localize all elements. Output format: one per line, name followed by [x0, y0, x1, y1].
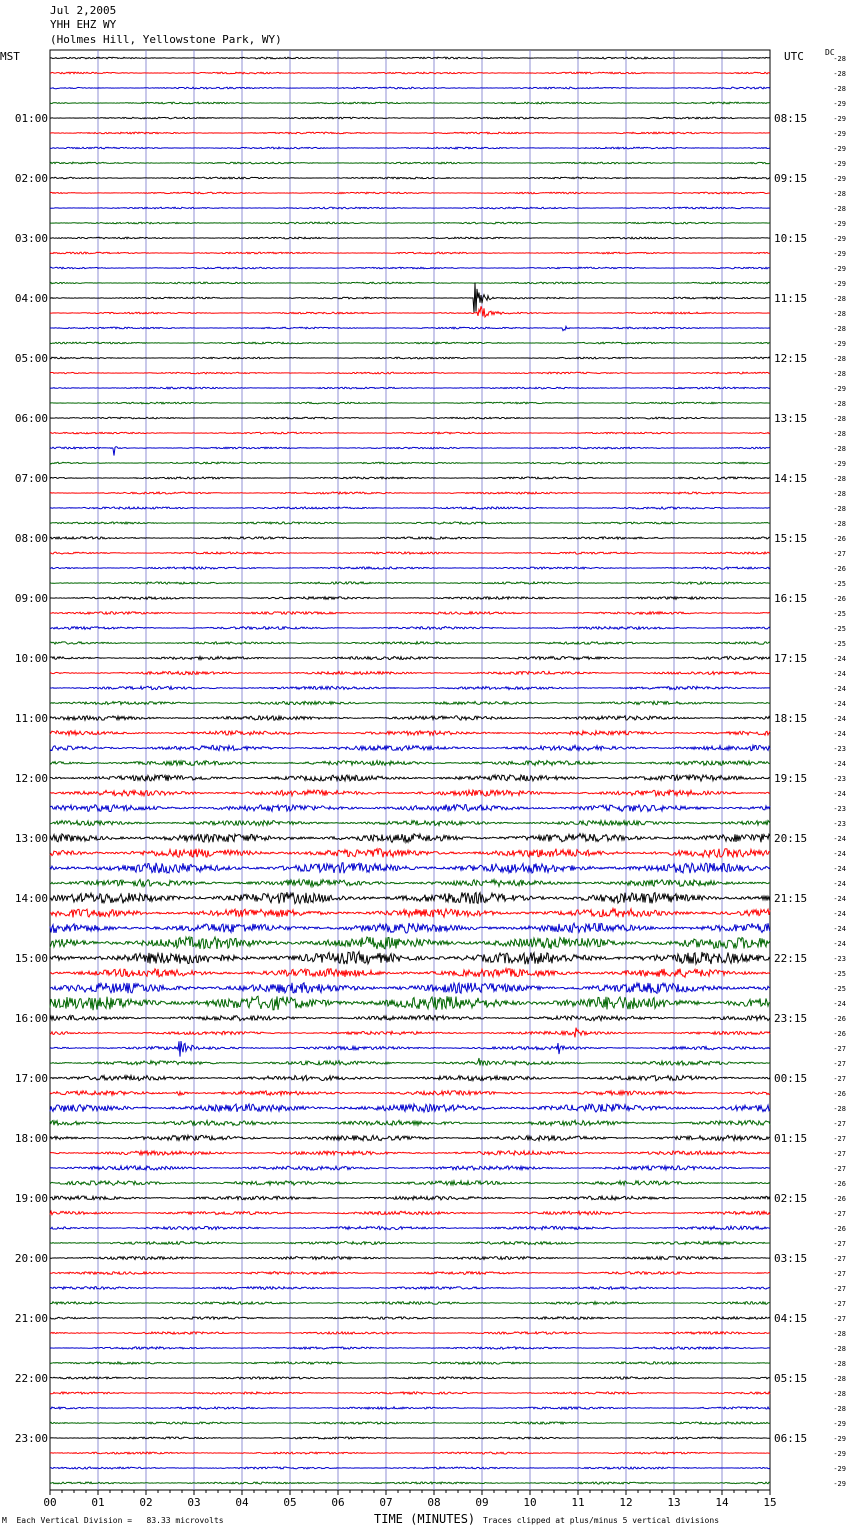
seismic-trace: [50, 642, 770, 645]
x-tick-label: 15: [763, 1496, 777, 1509]
dc-offset-label: -26: [833, 565, 846, 573]
seismic-trace: [50, 1120, 770, 1125]
seismic-trace: [50, 892, 770, 903]
seismic-trace: [50, 522, 770, 524]
dc-offset-label: -24: [833, 700, 846, 708]
x-tick-label: 08: [427, 1496, 441, 1509]
dc-offset-label: -28: [833, 505, 846, 513]
seismic-trace: [50, 306, 770, 317]
dc-offset-label: -29: [833, 100, 846, 108]
seismic-trace: [50, 1151, 770, 1155]
seismic-trace: [50, 132, 770, 134]
dc-offset-label: -24: [833, 670, 846, 678]
seismic-trace: [50, 1272, 770, 1275]
dc-offset-label: -28: [833, 430, 846, 438]
seismic-trace: [50, 849, 770, 858]
seismic-trace: [50, 372, 770, 374]
seismic-trace: [50, 937, 770, 949]
dc-offset-label: -25: [833, 970, 846, 978]
dc-offset-label: -27: [833, 1150, 846, 1158]
dc-offset-label: -23: [833, 775, 846, 783]
right-hour-label: 03:15: [774, 1252, 808, 1265]
x-tick-label: 05: [283, 1496, 297, 1509]
dc-offset-label: -28: [833, 445, 846, 453]
dc-offset-label: -27: [833, 1135, 846, 1143]
left-timezone-label: MST: [0, 50, 20, 63]
dc-offset-label: -28: [833, 1375, 846, 1383]
right-hour-label: 16:15: [774, 592, 808, 605]
right-hour-label: 05:15: [774, 1372, 808, 1385]
dc-offset-label: -24: [833, 835, 846, 843]
seismic-trace: [50, 1392, 770, 1394]
dc-offset-label: -29: [833, 265, 846, 273]
dc-offset-label: -28: [833, 1360, 846, 1368]
x-tick-label: 04: [235, 1496, 249, 1509]
seismic-trace: [50, 805, 770, 812]
dc-offset-label: -24: [833, 850, 846, 858]
seismic-trace: [50, 1437, 770, 1439]
seismic-trace: [50, 117, 770, 119]
x-tick-label: 00: [43, 1496, 57, 1509]
dc-offset-label: -28: [833, 70, 846, 78]
dc-offset-label: -24: [833, 910, 846, 918]
left-hour-label: 08:00: [14, 532, 48, 545]
dc-offset-label: -28: [833, 355, 846, 363]
seismic-trace: [50, 417, 770, 419]
seismic-trace: [50, 462, 770, 464]
right-hour-label: 19:15: [774, 772, 808, 785]
x-tick-label: 07: [379, 1496, 393, 1509]
seismic-trace: [50, 432, 770, 434]
dc-offset-label: -26: [833, 1195, 846, 1203]
seismic-trace: [50, 996, 770, 1010]
seismic-trace: [50, 492, 770, 494]
x-tick-label: 06: [331, 1496, 345, 1509]
left-hour-label: 17:00: [14, 1072, 48, 1085]
right-hour-label: 18:15: [774, 712, 808, 725]
seismic-trace: [50, 1422, 770, 1424]
seismic-trace: [50, 582, 770, 584]
dc-offset-label: -28: [833, 190, 846, 198]
seismic-trace: [50, 192, 770, 194]
dc-offset-label: -29: [833, 130, 846, 138]
seismic-trace: [50, 1135, 770, 1140]
seismic-trace: [50, 761, 770, 766]
right-hour-label: 09:15: [774, 172, 808, 185]
dc-offset-label: -27: [833, 1270, 846, 1278]
dc-offset-label: -26: [833, 1225, 846, 1233]
dc-offset-label: -25: [833, 580, 846, 588]
dc-offset-label: -28: [833, 490, 846, 498]
dc-offset-label: -26: [833, 535, 846, 543]
seismic-trace: [50, 716, 770, 720]
seismic-trace: [50, 1302, 770, 1305]
dc-offset-header: DC: [825, 48, 835, 57]
dc-offset-label: -27: [833, 1210, 846, 1218]
dc-offset-label: -27: [833, 1315, 846, 1323]
dc-offset-label: -25: [833, 610, 846, 618]
dc-offset-label: -25: [833, 640, 846, 648]
right-hour-label: 15:15: [774, 532, 808, 545]
seismic-trace: [50, 147, 770, 149]
seismic-trace: [50, 447, 770, 456]
seismic-trace: [50, 552, 770, 554]
dc-offset-label: -28: [833, 520, 846, 528]
seismic-trace: [50, 237, 770, 239]
dc-offset-label: -29: [833, 1435, 846, 1443]
left-hour-label: 18:00: [14, 1132, 48, 1145]
seismic-trace: [50, 1181, 770, 1185]
dc-offset-label: -27: [833, 1120, 846, 1128]
left-hour-label: 19:00: [14, 1192, 48, 1205]
right-hour-label: 14:15: [774, 472, 808, 485]
station-code: YHH EHZ WY: [50, 18, 117, 31]
seismic-trace: [50, 1196, 770, 1200]
left-hour-label: 11:00: [14, 712, 48, 725]
seismic-traces: [50, 57, 770, 1484]
seismic-trace: [50, 1362, 770, 1364]
seismic-trace: [50, 1287, 770, 1290]
seismic-trace: [50, 597, 770, 600]
seismic-trace: [50, 477, 770, 479]
right-hour-label: 20:15: [774, 832, 808, 845]
seismic-trace: [50, 57, 770, 59]
seismic-trace: [50, 612, 770, 615]
right-hour-label: 12:15: [774, 352, 808, 365]
left-hour-label: 07:00: [14, 472, 48, 485]
seismic-trace: [50, 342, 770, 344]
dc-offset-label: -24: [833, 895, 846, 903]
left-hour-label: 22:00: [14, 1372, 48, 1385]
dc-offset-label: -29: [833, 115, 846, 123]
dc-offset-label: -28: [833, 1345, 846, 1353]
seismic-trace: [50, 1226, 770, 1230]
x-tick-label: 09: [475, 1496, 489, 1509]
seismic-trace: [50, 326, 770, 330]
dc-offset-label: -24: [833, 925, 846, 933]
left-hour-label: 05:00: [14, 352, 48, 365]
dc-offset-label: -27: [833, 1165, 846, 1173]
dc-offset-label: -29: [833, 1450, 846, 1458]
dc-offset-label: -24: [833, 940, 846, 948]
dc-offset-label: -28: [833, 295, 846, 303]
seismic-trace: [50, 671, 770, 674]
x-tick-label: 02: [139, 1496, 153, 1509]
seismic-trace: [50, 656, 770, 659]
seismic-trace: [50, 1211, 770, 1215]
x-tick-label: 10: [523, 1496, 537, 1509]
dc-offset-label: -24: [833, 865, 846, 873]
x-tick-label: 01: [91, 1496, 105, 1509]
dc-offset-label: -29: [833, 385, 846, 393]
dc-offset-label: -24: [833, 730, 846, 738]
dc-offset-label: -29: [833, 280, 846, 288]
seismic-trace: [50, 207, 770, 209]
seismic-trace: [50, 1015, 770, 1020]
dc-offset-label: -24: [833, 1000, 846, 1008]
dc-offset-label: -29: [833, 220, 846, 228]
dc-offset-label: -27: [833, 1075, 846, 1083]
dc-offset-label: -27: [833, 1060, 846, 1068]
scale-text: Each Vertical Division = 83.33 microvolts: [16, 1516, 224, 1525]
seismic-trace: [50, 357, 770, 359]
left-hour-label: 13:00: [14, 832, 48, 845]
seismic-trace: [50, 1256, 770, 1259]
dc-offset-label: -29: [833, 145, 846, 153]
seismic-trace: [50, 1407, 770, 1409]
right-hour-label: 06:15: [774, 1432, 808, 1445]
x-tick-label: 03: [187, 1496, 201, 1509]
dc-offset-label: -24: [833, 685, 846, 693]
dc-offset-label: -23: [833, 805, 846, 813]
seismic-trace: [50, 537, 770, 539]
right-hour-label: 13:15: [774, 412, 808, 425]
dc-offset-label: -29: [833, 340, 846, 348]
left-hour-label: 02:00: [14, 172, 48, 185]
axis-labels: [15, 55, 846, 1509]
left-hour-label: 01:00: [14, 112, 48, 125]
seismic-trace: [50, 627, 770, 630]
x-tick-label: 11: [571, 1496, 585, 1509]
seismic-trace: [50, 775, 770, 781]
dc-offset-label: -28: [833, 85, 846, 93]
clip-note: Traces clipped at plus/minus 5 vertical divisions: [483, 1516, 720, 1525]
dc-offset-label: -28: [833, 475, 846, 483]
left-hour-label: 14:00: [14, 892, 48, 905]
right-hour-label: 00:15: [774, 1072, 808, 1085]
dc-offset-label: -29: [833, 250, 846, 258]
dc-offset-label: -27: [833, 1240, 846, 1248]
left-hour-label: 21:00: [14, 1312, 48, 1325]
dc-offset-label: -29: [833, 1465, 846, 1473]
dc-offset-label: -29: [833, 1480, 846, 1488]
dc-offset-label: -28: [833, 325, 846, 333]
seismic-trace: [50, 282, 770, 284]
x-tick-label: 14: [715, 1496, 729, 1509]
dc-offset-label: -24: [833, 655, 846, 663]
seismic-trace: [50, 1041, 770, 1057]
dc-offset-label: -26: [833, 1015, 846, 1023]
seismic-trace: [50, 177, 770, 179]
seismic-trace: [50, 879, 770, 886]
dc-offset-label: -29: [833, 460, 846, 468]
seismic-trace: [50, 402, 770, 404]
dc-offset-label: -26: [833, 595, 846, 603]
dc-offset-label: -23: [833, 820, 846, 828]
right-hour-label: 17:15: [774, 652, 808, 665]
dc-offset-label: -25: [833, 625, 846, 633]
seismic-trace: [50, 507, 770, 509]
dc-offset-label: -28: [833, 205, 846, 213]
seismic-trace: [50, 1377, 770, 1379]
seismic-trace: [50, 969, 770, 978]
seismic-trace: [50, 701, 770, 704]
seismic-trace: [50, 745, 770, 750]
seismic-trace: [50, 1028, 770, 1038]
right-hour-label: 01:15: [774, 1132, 808, 1145]
seismic-trace: [50, 1058, 770, 1065]
left-hour-label: 09:00: [14, 592, 48, 605]
left-hour-label: 06:00: [14, 412, 48, 425]
seismic-trace: [50, 267, 770, 269]
station-location: (Holmes Hill, Yellowstone Park, WY): [50, 33, 282, 46]
dc-offset-label: -28: [833, 400, 846, 408]
dc-offset-label: -26: [833, 1180, 846, 1188]
dc-offset-label: -24: [833, 880, 846, 888]
seismic-trace: [50, 87, 770, 89]
dc-offset-label: -29: [833, 235, 846, 243]
dc-offset-label: -29: [833, 160, 846, 168]
dc-offset-label: -24: [833, 715, 846, 723]
seismic-trace: [50, 731, 770, 735]
left-hour-label: 12:00: [14, 772, 48, 785]
seismic-trace: [50, 1091, 770, 1096]
seismic-trace: [50, 686, 770, 689]
seismic-trace: [50, 820, 770, 825]
seismic-trace: [50, 1104, 770, 1112]
dc-offset-label: -28: [833, 1390, 846, 1398]
right-hour-label: 08:15: [774, 112, 808, 125]
right-hour-label: 04:15: [774, 1312, 808, 1325]
seismic-trace: [50, 834, 770, 843]
seismic-trace: [50, 983, 770, 994]
dc-offset-label: -27: [833, 1045, 846, 1053]
left-hour-label: 16:00: [14, 1012, 48, 1025]
x-tick-label: 13: [667, 1496, 681, 1509]
seismic-trace: [50, 1332, 770, 1334]
seismic-trace: [50, 1075, 770, 1080]
seismic-trace: [50, 1166, 770, 1170]
seismic-trace: [50, 863, 770, 874]
seismic-trace: [50, 387, 770, 389]
x-axis-title: TIME (MINUTES): [374, 1512, 476, 1526]
left-hour-label: 03:00: [14, 232, 48, 245]
dc-offset-label: -24: [833, 790, 846, 798]
right-timezone-label: UTC: [784, 50, 804, 63]
seismic-trace: [50, 567, 770, 569]
dc-offset-label: -28: [833, 1330, 846, 1338]
dc-offset-label: -29: [833, 1420, 846, 1428]
left-hour-label: 20:00: [14, 1252, 48, 1265]
seismic-trace: [50, 909, 770, 918]
seismic-trace: [50, 952, 770, 964]
dc-offset-label: -28: [833, 415, 846, 423]
dc-offset-label: -28: [833, 370, 846, 378]
dc-offset-label: -27: [833, 1300, 846, 1308]
seismic-trace: [50, 1347, 770, 1349]
left-hour-label: 23:00: [14, 1432, 48, 1445]
seismic-trace: [50, 1241, 770, 1244]
right-hour-label: 02:15: [774, 1192, 808, 1205]
right-hour-label: 11:15: [774, 292, 808, 305]
dc-offset-label: -23: [833, 745, 846, 753]
seismic-trace: [50, 1452, 770, 1454]
minute-grid: [50, 50, 770, 1495]
corner-mark: M: [2, 1516, 7, 1525]
dc-offset-label: -26: [833, 1030, 846, 1038]
seismic-trace: [50, 1467, 770, 1469]
right-hour-label: 22:15: [774, 952, 808, 965]
seismic-trace: [50, 252, 770, 254]
dc-offset-label: -28: [833, 1405, 846, 1413]
dc-offset-label: -28: [833, 55, 846, 63]
seismic-trace: [50, 923, 770, 933]
dc-offset-label: -26: [833, 1090, 846, 1098]
left-hour-label: 15:00: [14, 952, 48, 965]
left-hour-label: 10:00: [14, 652, 48, 665]
dc-offset-label: -27: [833, 1285, 846, 1293]
seismic-trace: [50, 72, 770, 74]
dc-offset-label: -27: [833, 1255, 846, 1263]
seismic-trace: [50, 102, 770, 104]
left-hour-label: 04:00: [14, 292, 48, 305]
right-hour-label: 21:15: [774, 892, 808, 905]
seismic-trace: [50, 1317, 770, 1319]
dc-offset-label: -28: [833, 310, 846, 318]
x-tick-label: 12: [619, 1496, 633, 1509]
seismic-trace: [50, 283, 770, 313]
dc-offset-label: -23: [833, 955, 846, 963]
scale-note: [2, 1516, 224, 1525]
right-hour-label: 23:15: [774, 1012, 808, 1025]
plot-date: Jul 2,2005: [50, 4, 117, 17]
seismic-trace: [50, 1482, 770, 1484]
right-hour-label: 10:15: [774, 232, 808, 245]
dc-offset-label: -25: [833, 985, 846, 993]
dc-offset-label: -24: [833, 760, 846, 768]
seismic-trace: [50, 790, 770, 796]
seismic-trace: [50, 162, 770, 164]
dc-offset-label: -29: [833, 175, 846, 183]
seismic-trace: [50, 222, 770, 224]
dc-offset-label: -27: [833, 550, 846, 558]
dc-offset-label: -28: [833, 1105, 846, 1113]
